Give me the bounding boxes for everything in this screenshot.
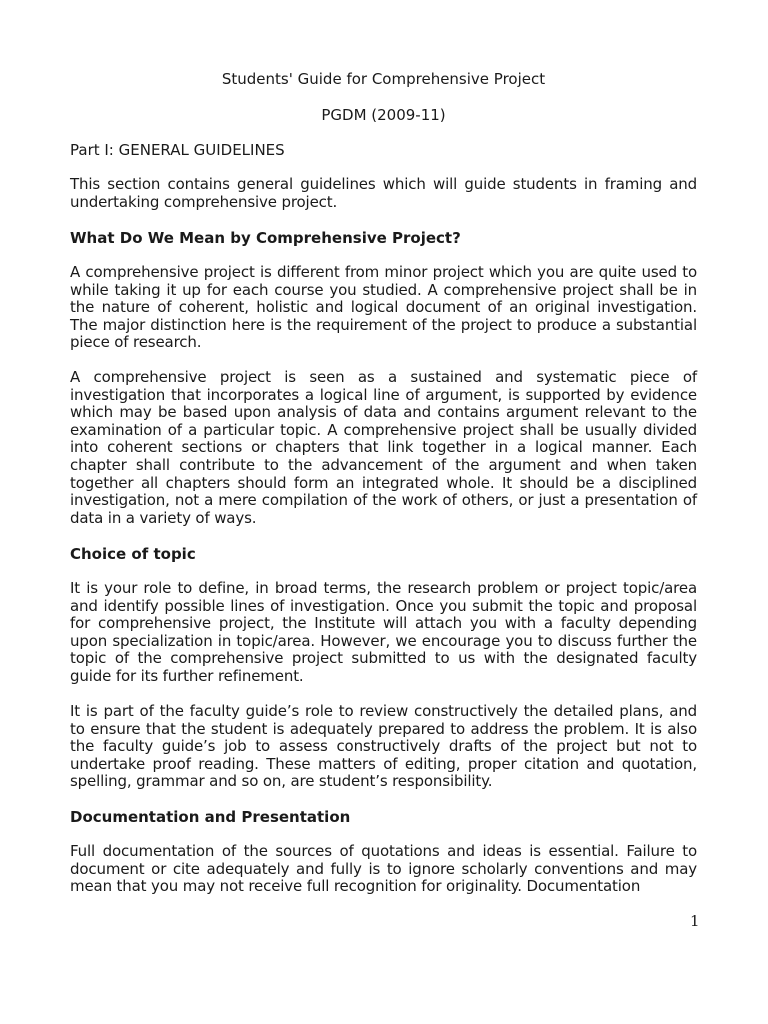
section-heading-comprehensive-project: What Do We Mean by Comprehensive Project?	[70, 229, 461, 247]
section-1-paragraph-2: A comprehensive project is seen as a sustained and systematic piece of investigation that incorporates a logical line of argument, is supported by evidence which may be based upon analysis of data and contains argument relevant to the examination of a particular topic. A comprehensive project shall be usually divided into coherent sections or chapters that link together in a logical manner. Each chapter shall contribute to the advancement of the argument and when taken together all chapters should form an integrated whole. It should be a disciplined investigation, not a mere compilation of the work of others, or just a presentation of data in a variety of ways.	[70, 368, 697, 527]
section-2-paragraph-1: It is your role to define, in broad terms, the research problem or project topic/area and identify possible lines of investigation. Once you submit the topic and proposal for comprehensive project, the Institute will attach you with a faculty depending upon specialization in topic/area. However, we encourage you to discuss further the topic of the comprehensive project submitted to us with the designated faculty guide for its further refinement.	[70, 579, 697, 685]
section-1-paragraph-1: A comprehensive project is different from minor project which you are quite used to while taking it up for each course you studied. A comprehensive project shall be in the nature of coherent, holistic and logical document of an original investigation. The major distinction here is the requirement of the project to produce a substantial piece of research.	[70, 263, 697, 352]
page-number: 1	[690, 912, 700, 930]
part-heading: Part I: GENERAL GUIDELINES	[70, 141, 285, 159]
document-subtitle: PGDM (2009-11)	[321, 106, 446, 124]
document-page	[70, 0, 700, 1024]
intro-paragraph: This section contains general guidelines which will guide students in framing and undertaking comprehensive project.	[70, 175, 697, 211]
section-heading-choice-of-topic: Choice of topic	[70, 545, 196, 563]
section-2-paragraph-2: It is part of the faculty guide’s role to review constructively the detailed plans, and to ensure that the student is adequately prepared to address the problem. It is also the faculty guide’s job to assess constructively drafts of the project but not to undertake proof reading. These matters of editing, proper citation and quotation, spelling, grammar and so on, are student’s responsibility.	[70, 702, 697, 791]
document-title: Students' Guide for Comprehensive Project	[221, 70, 546, 88]
section-heading-documentation: Documentation and Presentation	[70, 808, 351, 826]
section-3-paragraph-1: Full documentation of the sources of quotations and ideas is essential. Failure to document or cite adequately and fully is to ignore scholarly conventions and may mean that you may not receive full recognition for originality. Documentation	[70, 842, 697, 896]
